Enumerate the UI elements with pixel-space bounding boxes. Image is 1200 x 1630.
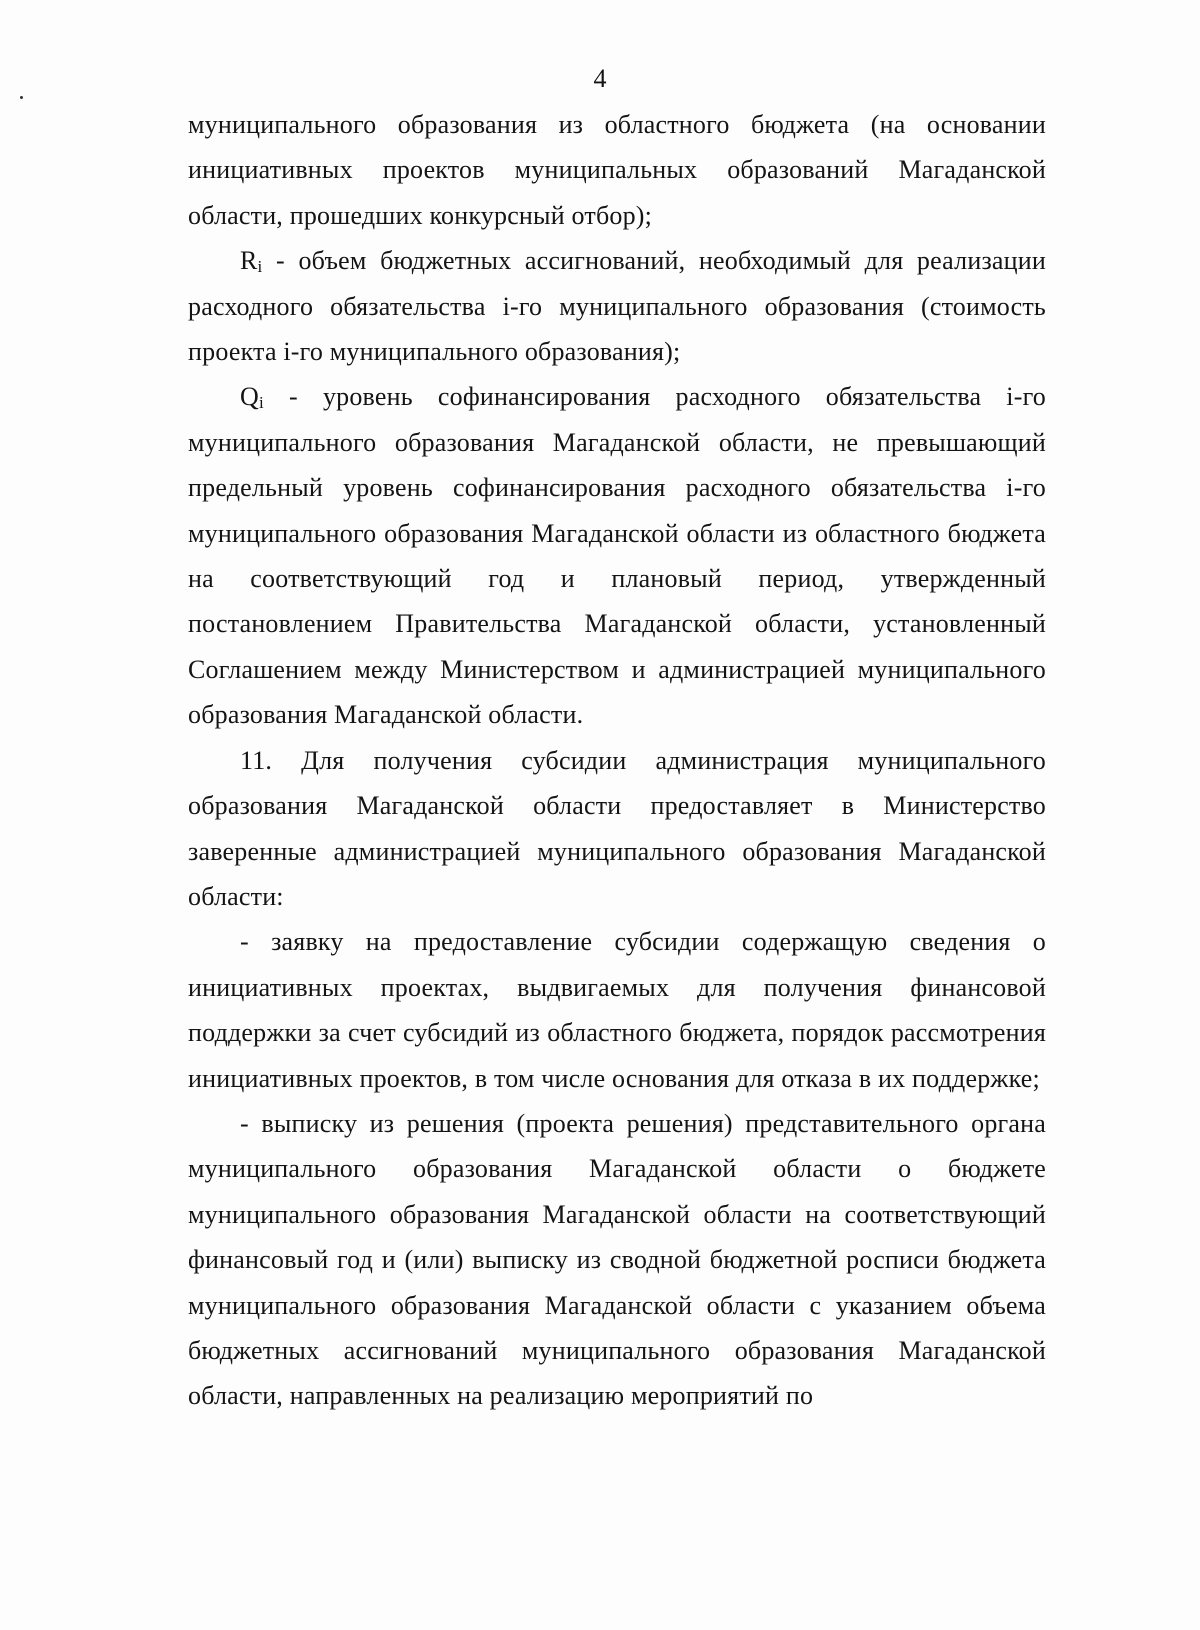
paragraph-text: - объем бюджетных ассигнований, необходимый для реализации расходного обязательства i-го муниципального образования (стоимость проекта i-го муниципального образования); [188,246,1046,367]
paragraph-ri-definition [188,238,1046,374]
paragraph-clause-11: 11. Для получения субсидии администрация муниципального образования Магаданской области предоставляет в Министерство заверенные администрацией муниципального образования Магаданской области: [188,745,1046,911]
paragraph-item-application: - заявку на предоставление субсидии содержащую сведения о инициативных проектах, выдвигаемых для получения финансовой поддержки за счет субсидий из областного бюджета, порядок рассмотрения инициативных проектов, в том числе основания для отказа в их поддержке; [188,927,1046,1093]
variable-symbol: R [240,246,258,276]
paragraph-item-extract: - выписку из решения (проекта решения) представительного органа муниципального образования Магаданской области о бюджете муниципального образования Магаданской области на соответствующий финансовый год и (или) выписку из сводной бюджетной росписи бюджета муниципального образования Магаданской области с указанием объема бюджетных ассигнований муниципального образования Магаданской области, направленных на реализацию мероприятий по [188,1108,1046,1411]
variable-subscript: i [258,393,264,413]
document-body [188,102,1046,1419]
variable-subscript: i [257,257,263,277]
scan-speck [20,96,23,99]
variable-symbol: Q [240,382,259,412]
paragraph-qi-definition [188,374,1046,737]
paragraph-continuation: муниципального образования из областного бюджета (на основании инициативных проектов муниципальных образований Магаданской области, прошедших конкурсный отбор); [188,110,1046,230]
page-number: 4 [593,64,607,93]
paragraph-text: - уровень софинансирования расходного обязательства i-го муниципального образования Магаданской области, не превышающий предельный уровень софинансирования расходного обязательства i-го муниципального образования Магаданской области из областного бюджета на соответствующий год и плановый период, утвержденный постановлением Правительства Магаданской области, установленный Соглашением между Министерством и администрацией муниципального образования Магаданской области. [188,382,1046,730]
